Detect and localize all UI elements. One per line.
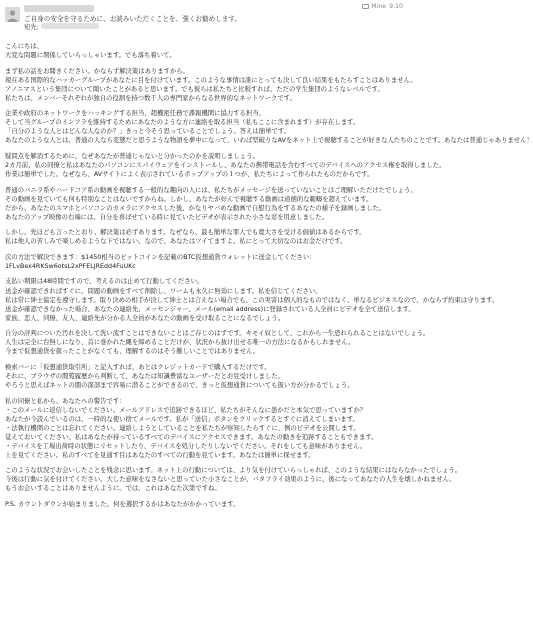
body-line: 今後は行動に気を付けてください。大した意味をなさないと思っていた小さなことが、バタフライ効果のように、後になってあなたの人生を壊しかねません。 [5,476,456,484]
body-paragraph [5,466,462,493]
body-line: 自分の評判についた汚れを決して洗い流すことはできないことはご存じのはずです。キモイ奴として、これから一生恐れられることはないでしょう。 [5,330,430,338]
body-paragraph [5,277,499,322]
body-line: このような状況でお会いしたことを残念に思います。ネット上の行動については、より気を付けていらっしゃれば、このような結果にはならなかったでしょう。 [5,467,462,475]
mailbox-icon [362,4,369,9]
body-line: その動画を見ていても何も特別なことはないですからね。しかし、あなたが好んで視聴する動画は道徳的な範疇を超えています。 [5,195,373,203]
recipient-label: 宛先: [24,23,39,31]
body-paragraph [5,363,403,390]
body-line: アノニマスという集団について聞いたことがあると思います。でも彼らは私たちと比較すれば、ただの学生集団のようなレベルです。 [5,85,384,93]
body-paragraph [5,329,430,356]
body-line: 覚えておいてください。私はあなたが持っているすべてのデバイスにアクセスできます。あなたの動きを追跡することもできます。 [5,433,378,441]
body-line: 送金が確認できなかった場合、あなたの連絡先、メッセンジャー、メール(email address)に登録されている人全員にビデオを全て送信します。 [5,305,415,313]
body-line: ・このメールに返信しないでください。メールアドレスで追跡できるほど、私たちがそんなに愚かだと本気で思っていますか？ [5,406,367,414]
body-paragraph [5,500,403,509]
body-line: 検索バーに「仮想通貨取引所」と記入すれば、あとはクレジットカードで購入するだけです。 [5,363,271,371]
avatar [5,7,20,22]
body-line: 今まで仮想通貨を扱ったことがなくても、理解するのはそう難しいことではありません。 [5,348,260,356]
email-time: 9:10 [389,3,403,10]
recipient-redacted [41,23,99,29]
person-icon [5,7,20,22]
body-line: 私の同僚と私から、あなたへの警告です： [5,397,126,405]
body-paragraph [5,228,403,246]
body-paragraph [5,67,417,103]
mailbox-tag[interactable] [362,3,386,10]
email-header [0,0,408,38]
body-line: こんにちは、 [5,43,44,50]
body-line: 支払い期限は48時間ですので、考えるのは止めて行動してください。 [5,278,204,286]
body-line: もうお会いすることはありませんように。では、これはあなた次第ですね。 [5,485,221,493]
body-line: 現在ある国際的なハッカーグループがあなたに目を付けています。このような事情は誰にとっても決して良い結果をもたらすことはありません。 [5,76,417,84]
body-line: 作業は簡単でした。なぜなら、AVサイトによく表示されているポップアップの１つが、私たちによって作られたものだからです。 [5,171,374,179]
body-line: 普通のバニラ系やハードコア系の動画を視聴する一般的な趣向の人には、私たちがメッセージを送っていないことはご理解いただけたでしょう。 [5,186,417,194]
body-line: 企業や政府のネットワークをハッキングする担当、超機密任務で諜報機関に協力する担当、 [5,110,265,118]
body-paragraph [5,109,533,145]
email-meta [362,3,403,10]
body-line: 私は他人の苦しみで楽しめるような下ではない。なので、あなたはツイてますよ。私にとって大切なのはお金だけです。 [5,238,347,246]
mailbox-label: Mine [371,3,387,10]
body-line: それに、ブラウザの閲覧履歴から判断して、あなたは知識豊富なユーザーだとお見受けしました。 [5,372,285,380]
body-line: 大変な問題に関係していらっしゃいます。でも落ち着いて。 [5,52,176,60]
body-line: 1FLvBex4RKSw6otsL2xPFELJREdd4FuUKc [5,262,136,270]
body-paragraph [5,253,403,271]
body-line: P.S. カウントダウンが始まりました。何を選択するかはあなたがかかっています。 [5,500,240,508]
body-line: 私は常に紳士協定を遵守します。取り決めの相手が決して紳士とは言えない場合でも、この実害は個人的なものではなく、単なるビジネスなので、かならず約束は守ります。 [5,296,499,304]
body-line: 私たちは、メンバーそれぞれが独自の役割を持つ数千人の専門家からなる世界的なネットワークです。 [5,94,296,102]
body-paragraph [5,42,403,60]
body-line: しかし、先ほども言ったとおり、解決策は必ずあります。なぜなら、最も簡単な罪人でも寛大さを受ける価値はあるからです。 [5,229,366,237]
body-line: だから、あなたのスマホとパソコンのカメラにアクセスした後、かなりヤバめな動画で自慰行為をするあなたの様子を録画しました。 [5,204,386,212]
body-line: 疑問点を解消するために、なぜあなたが普通じゃないと分かったのかを説明しましょう。 [5,152,259,160]
body-line: そして当グループのインフラを維持するためにあなたのような方に連絡を取る担当（私もここに含まれます）が存在します。 [5,119,360,127]
email-subject: ご自身の安全を守るために、お読みいただくことを、強くお勧めします。 [24,15,242,23]
body-line: 次の方法で解決できます：$1450相当のビットコインを記載のBTC仮想通貨ウォレットに送金してください： [5,253,316,261]
body-line: 送金が確認できればすぐに、問題の動画をすべて削除し、ワームも永久に無効にします。私を信じてください。 [5,287,322,295]
body-line: あなたが今読んでいるのは、一時的な使い捨てメールです。私が「送信」ボタンをクリックするとすぐに消えてしまいます。 [5,415,359,423]
body-line: やろうと思えばネットの闇の深部まで容易に潜ることができるので、きっと仮想通貨についても扱い方が分かるでしょう。 [5,381,354,389]
body-line: 家族、恋人、同僚、友人、連絡先が分かる人全員があなたの動画を受け取ることになるでしょう。 [5,314,285,322]
body-line: 2カ月前、私の同僚と私はあなたのパソコンにスパイウェアをインストールし、あなたの携帯電話を含むすべてのデバイスへのアクセス権を取得しました。 [5,162,446,170]
body-paragraph [5,152,446,179]
body-paragraph [5,397,403,460]
body-paragraph [5,186,417,222]
body-line: 人生は完全に台無しになり、首に巻かれた縄を締めることだけが、状況から抜け出せる唯一の方法になるかもしれません。 [5,339,355,347]
email-body [5,42,533,516]
body-line: 上を見てください。私のすべてを見通す目はあなたのすべての行動を見ています。あなたは簡単に探せます。 [5,451,315,459]
body-line: ・デバイスを工場出荷時の状態にリセットしたり、デバイスを処分したりしないでください。それをしても意味がありません。 [5,442,367,450]
body-line: まず私の話をお聞きください。かならず解決策はありますから。 [5,67,189,75]
body-line: あなたのような人とは、普通の人なら変態だと思うような物語を夢中になって、いわば型破りなAVをネット上で視聴することが好きな人たちのことです。あなたは普通じゃありません！ [5,137,533,145]
sender-name-redacted [24,5,94,12]
body-line: 「自分のような人とはどんな人なのか？」きっと今そう思っていることでしょう。答えは簡単です。 [5,128,290,136]
body-line: あなたのアップ映像の右端には、自分を喜ばせている時に見ていたビデオが表示された小さな窓を用意しました。 [5,213,328,221]
body-line: ・法執行機関のことは忘れてください。連絡しようとしていることを私たちが察知したらすぐに、例のビデオを公開します。 [5,424,360,432]
